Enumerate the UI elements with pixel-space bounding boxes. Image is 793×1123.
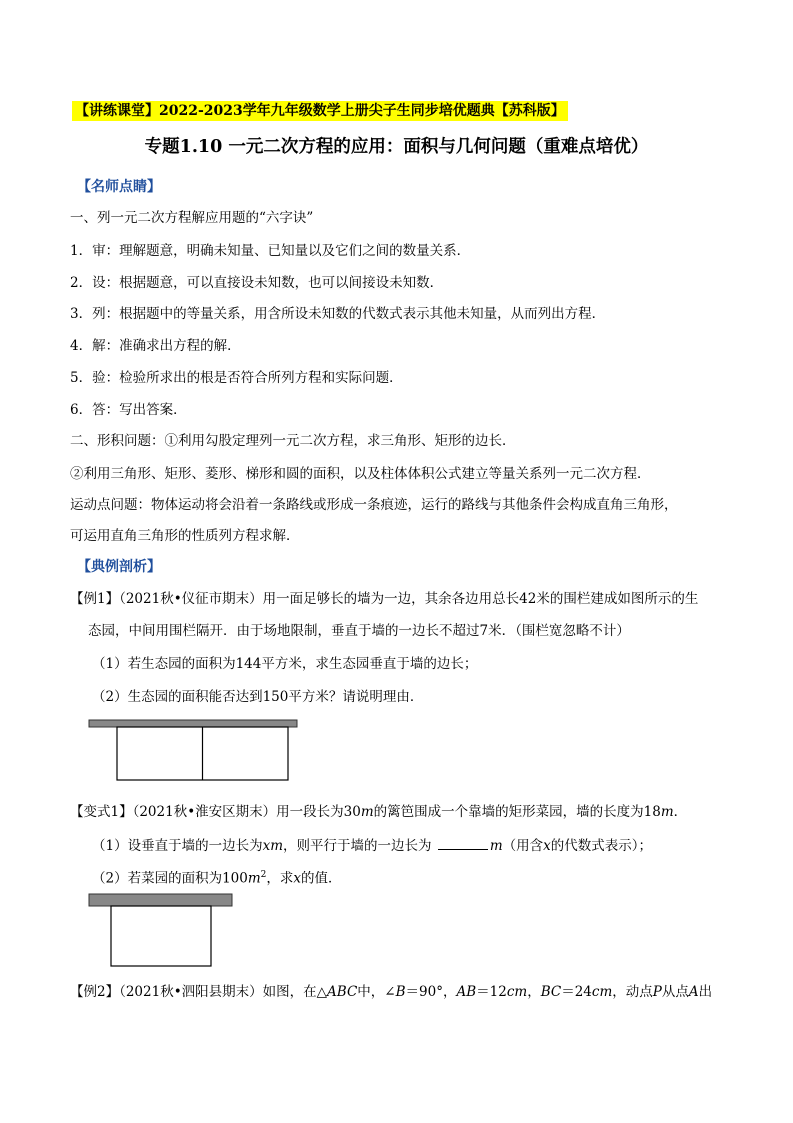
paragraph: 1．审：理解题意，明确未知量、已知量以及它们之间的数量关系．	[70, 243, 471, 259]
wall-garden-diagram	[88, 892, 234, 970]
paragraph: 运动点问题：物体运动将会沿着一条路线或形成一条痕迹，运行的路线与其他条件会构成直角三角形，	[70, 497, 678, 513]
paragraph: 可运用直角三角形的性质列方程求解．	[70, 528, 300, 544]
paragraph: 2．设：根据题意，可以直接设未知数，也可以间接设未知数．	[70, 275, 444, 291]
paragraph: 6．答：写出答案．	[70, 402, 187, 418]
paragraph: 二、形积问题：①利用勾股定理列一元二次方程，求三角形、矩形的边长．	[70, 433, 516, 449]
problem-text: 【例2】（2021秋•泗阳县期末）如图，在△ABC中，∠B＝90°，AB＝12cm，BC＝24cm，动点P从点A出	[70, 984, 713, 1000]
series-header: 【讲练课堂】2022-2023学年九年级数学上册尖子生同步培优题典【苏科版】	[72, 101, 568, 121]
problem-question: （2）若菜园的面积为$100m^2$，求x的值．	[92, 870, 342, 887]
problem-text: 【变式1】（2021秋•淮安区期末）用一段长为30m的篱笆围成一个靠墙的矩形菜园，墙的长度为18m．	[70, 804, 688, 820]
section-heading-tips: 【名师点睛】	[77, 179, 161, 195]
problem-text: 【例1】（2021秋•仪征市期末）用一面足够长的墙为一边，其余各边用总长42米的围栏建成如图所示的生	[70, 591, 699, 607]
problem-question: （1）若生态园的面积为144平方米，求生态园垂直于墙的边长；	[92, 656, 478, 672]
problem-question: （1）设垂直于墙的一边长为xm，则平行于墙的一边长为 m（用含x的代数式表示）；	[92, 835, 652, 855]
paragraph: 4．解：准确求出方程的解．	[70, 338, 241, 354]
paragraph: ②利用三角形、矩形、菱形、梯形和圆的面积，以及柱体体积公式建立等量关系列一元二次方程．	[70, 466, 651, 482]
section-heading-examples: 【典例剖析】	[77, 559, 161, 575]
problem-question: （2）生态园的面积能否达到150平方米？请说明理由．	[92, 689, 424, 705]
paragraph: 5．验：检验所求出的根是否符合所列方程和实际问题．	[70, 370, 403, 386]
paragraph: 一、列一元二次方程解应用题的“六字诀”	[70, 210, 314, 226]
wall-fence-diagram-two-sections	[88, 718, 298, 784]
answer-blank[interactable]	[438, 835, 488, 850]
page-title: 专题1.10 一元二次方程的应用：面积与几何问题（重难点培优）	[144, 137, 649, 157]
paragraph: 3．列：根据题中的等量关系，用含所设未知数的代数式表示其他未知量，从而列出方程．	[70, 306, 606, 322]
problem-text: 态园，中间用围栏隔开．由于场地限制，垂直于墙的一边长不超过7米．（围栏宽忽略不计）	[88, 623, 630, 639]
